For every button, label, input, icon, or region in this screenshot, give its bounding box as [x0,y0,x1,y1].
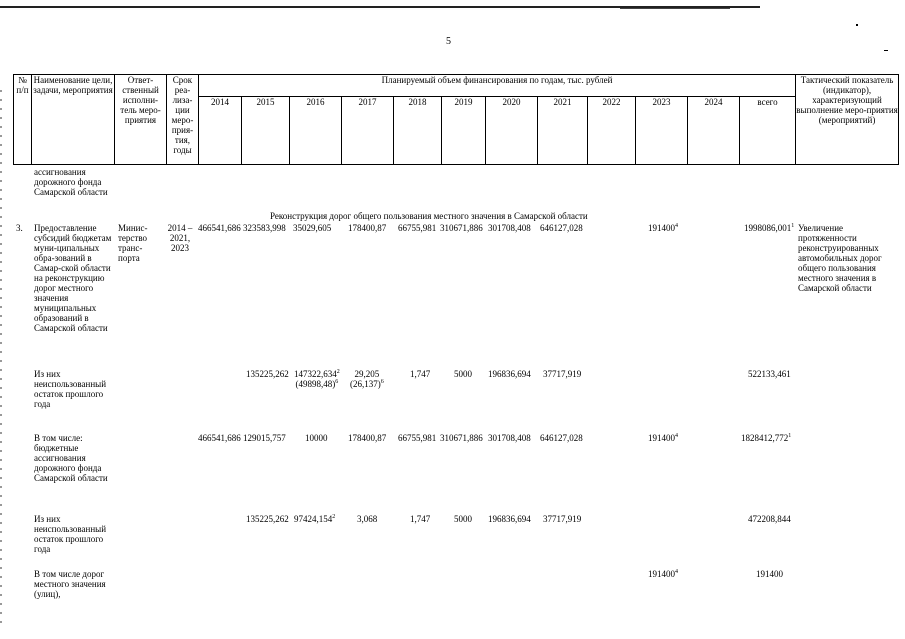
value-total: 522133,461 [748,369,791,379]
value-2020: 301708,408 [488,433,531,443]
header-executor: Ответ-ственный исполни-тель меро-приятия [115,75,167,165]
footnote-mark: 4 [675,569,678,575]
value-2021: 37717,919 [543,514,582,524]
scan-speck [884,50,888,51]
value-2015: 129015,757 [243,433,286,443]
header-num: № п/п [14,75,32,165]
value-2021: 646127,028 [540,433,583,443]
footnote-mark: 6 [335,379,339,385]
header-year: 2018 [394,97,442,165]
value-2017: 29,205 $(26,137)^6$ [350,369,384,389]
scan-edge-marks [0,90,2,630]
header-name: Наименование цели, задачи, мероприятия [32,75,115,165]
row-name: Предоставление субсидий бюджетам муни-ципальных обра-зований в Самар-ской области на реконструкцию дорог местного значения муниципальных образований в Самарской области [34,223,112,333]
value-2016: 10000 [305,433,328,443]
row-number: 3. [16,223,23,233]
value-2019: 310671,886 [440,223,483,233]
value-2014: 466541,686 [198,433,241,443]
value-total: 1998086,001$^1$ [744,223,795,233]
header-year: 2019 [442,97,486,165]
value-total: 1828412,772$^1$ [741,433,792,443]
value-2019: 310671,886 [440,433,483,443]
header-year: 2021 [538,97,588,165]
row-indicator: Увеличение протяженности реконструированных автомобильных дорог общего пользования местного значения в Самарской области [798,223,882,293]
value-2023: 191400$^4$ [648,569,678,579]
value-2016: 97424,154$^2$ [294,514,336,524]
value-2021: 37717,919 [543,369,582,379]
value-2015: 135225,262 [246,369,289,379]
header-year: 2020 [486,97,538,165]
value-2018: 1,747 [410,514,431,524]
row-label: Из них неиспользованный остаток прошлого года [34,514,107,554]
header-year-total: всего [740,97,796,165]
value-2020: 196836,694 [488,369,531,379]
header-term: Срок реа-лиза-ции меро-прия-тия, годы [167,75,199,165]
header-financing: Планируемый объем финансирования по годам, тыс. рублей [199,75,796,97]
header-indicator: Тактический показатель (индикатор), характеризующий выполнение меро-приятия (мероприятий) [796,75,899,165]
scan-speck [856,24,858,26]
row-label: Из них неиспользованный остаток прошлого года [34,369,107,409]
footnote-mark: 2 [336,369,340,375]
value-2018: 66755,981 [398,433,437,443]
footnote-mark: 4 [675,223,678,229]
value-2016: 35029,605 [293,223,332,233]
header-year: 2016 [290,97,342,165]
row-label: В том числе дорог местного значения (улиц), [34,569,106,599]
value-2023: 191400$^4$ [648,433,678,443]
value-2017: 178400,87 [348,223,387,233]
value-2018: 1,747 [410,369,431,379]
value-2020: 196836,694 [488,514,531,524]
value-2015: 135225,262 [246,514,289,524]
value-2019: 5000 [454,369,472,379]
value-2021: 646127,028 [540,223,583,233]
footnote-mark: 2 [332,514,336,520]
value-2023: 191400$^4$ [648,223,678,233]
value-2020: 301708,408 [488,223,531,233]
value-2014: 466541,686 [198,223,241,233]
page-number: 5 [446,36,451,47]
row-label: В том числе: бюджетные ассигнования дорожного фонда Самарской области [34,433,108,483]
carryover-text: ассигнования дорожного фонда Самарской области [34,167,108,197]
value-2018: 66755,981 [398,223,437,233]
header-year: 2023 [636,97,688,165]
row-term: 2014 – 2021, 2023 [167,223,193,253]
value-2015: 323583,998 [243,223,286,233]
value-2016: 147322,634$^2$ $(49898,48)^6$ [294,369,340,389]
header-year: 2022 [588,97,636,165]
footnote-mark: 4 [675,433,678,439]
footnote-mark: 6 [380,379,384,385]
header-year: 2015 [242,97,290,165]
row-executor: Минис-терство транс-порта [118,223,148,263]
header-year: 2017 [342,97,394,165]
value-total: 472208,844 [748,514,791,524]
footnote-mark: 1 [791,223,795,229]
value-2017: 3,068 [357,514,378,524]
header-year: 2024 [688,97,740,165]
value-2017: 178400,87 [348,433,387,443]
footnote-mark: 1 [788,433,792,439]
header-year: 2014 [199,97,242,165]
value-2019: 5000 [454,514,472,524]
section-title: Реконструкция дорог общего пользования местного значения в Самарской области [270,211,588,221]
top-rule-secondary [620,8,730,9]
table-header [13,74,899,165]
value-total: 191400 [756,569,783,579]
